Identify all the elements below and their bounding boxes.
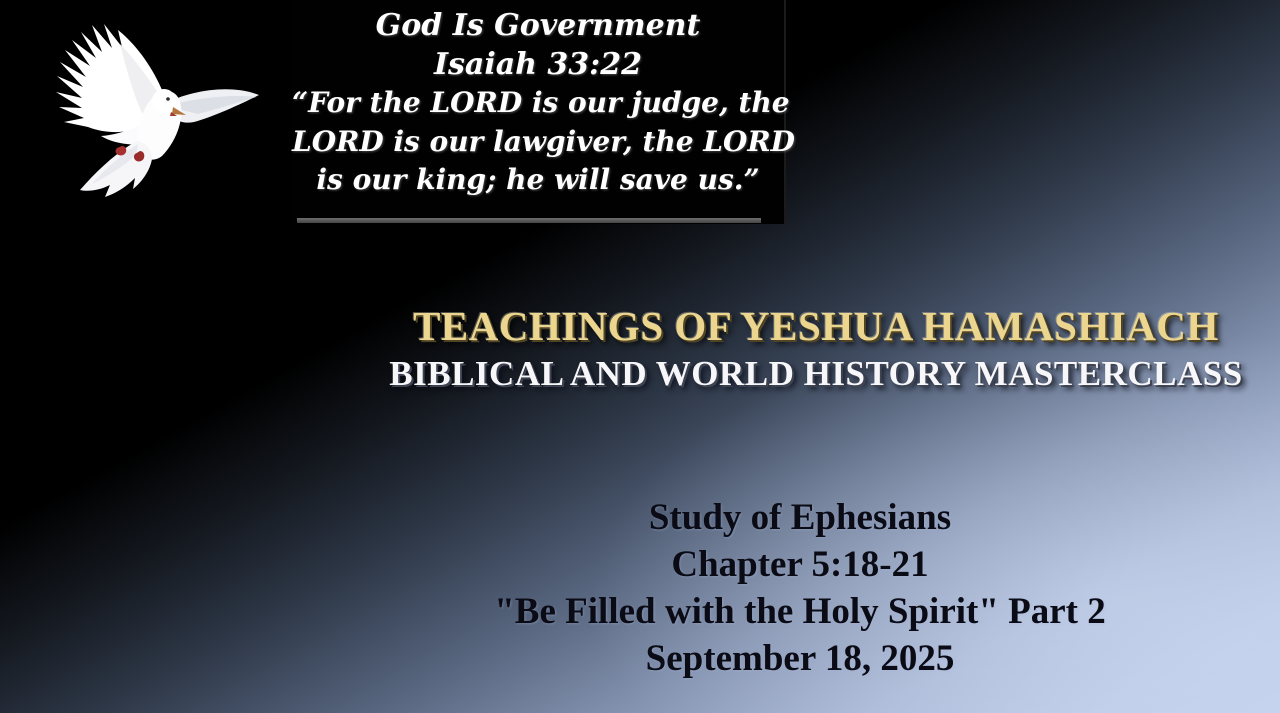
quote-title: God Is Government <box>375 8 701 43</box>
quote-text-line: “For the LORD is our judge, the <box>292 86 790 119</box>
main-title: TEACHINGS OF YESHUA HAMASHIACH <box>413 303 1219 349</box>
channel-banner <box>352 303 1280 393</box>
session-date: September 18, 2025 <box>645 638 955 679</box>
quote-text-line: LORD is our lawgiver, the LORD <box>292 124 795 158</box>
session-announcement <box>320 494 1280 682</box>
dove-icon <box>16 0 278 214</box>
lesson-title: "Be Filled with the Holy Spirit" Part 2 <box>494 591 1106 632</box>
quote-reference: Isaiah 33:22 <box>433 46 643 82</box>
subtitle: BIBLICAL AND WORLD HISTORY MASTERCLASS <box>389 354 1243 393</box>
scripture-quote-box <box>292 0 795 224</box>
quote-text-line: is our king; he will save us.” <box>316 163 760 196</box>
study-title: Study of Ephesians <box>648 497 952 538</box>
chapter-reference: Chapter 5:18-21 <box>671 544 929 585</box>
